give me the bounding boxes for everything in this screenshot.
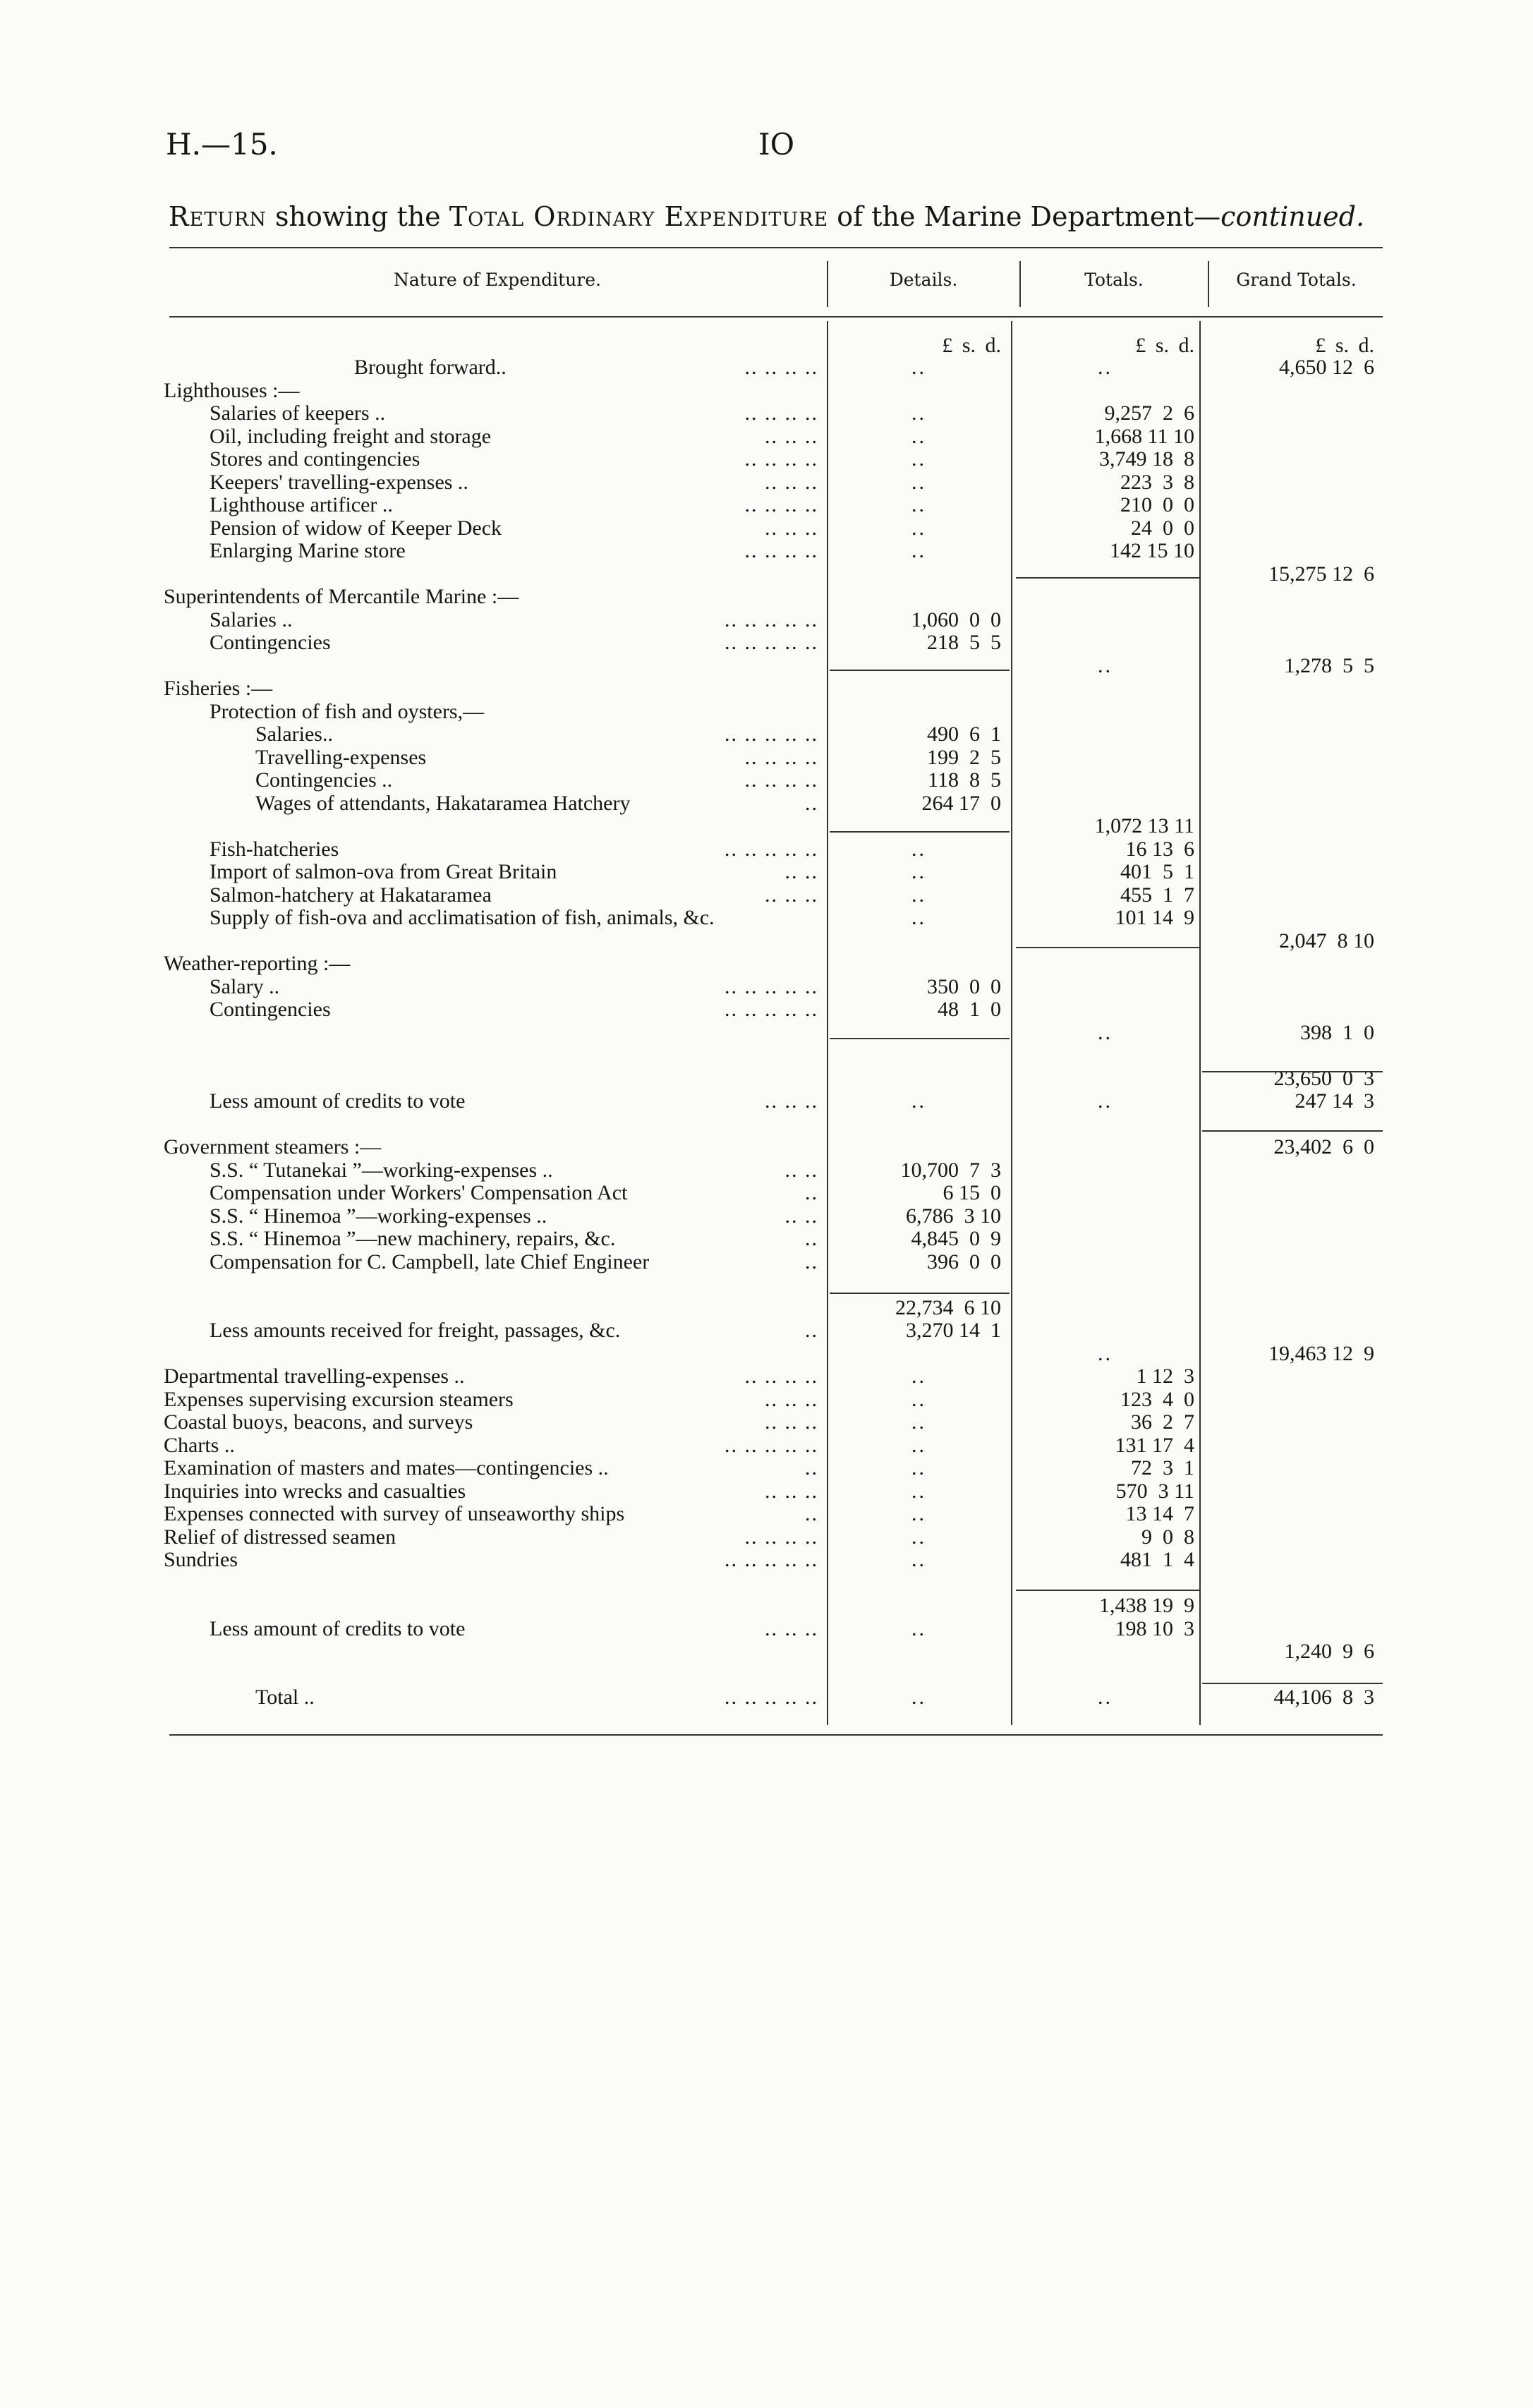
- details-amount: ..: [911, 1548, 926, 1571]
- grand-total-amount: 247 14 3: [1295, 1089, 1374, 1113]
- details-amount: ..: [911, 539, 926, 562]
- grand-total-amount: 1,278 5 5: [1284, 654, 1374, 677]
- row-label: Less amount of credits to vote: [210, 1617, 466, 1640]
- row-label: Inquiries into wrecks and casualties: [164, 1480, 466, 1503]
- table-row: [0, 425, 1533, 448]
- row-label: S.S. “ Hinemoa ”—new machinery, repairs, &c.: [210, 1227, 616, 1250]
- table-row: [0, 746, 1533, 769]
- leader-dots: .. .. ..: [765, 516, 818, 540]
- table-row: [0, 609, 1533, 631]
- table-row: [0, 1297, 1533, 1319]
- details-amount: ..: [911, 447, 926, 471]
- totals-amount: 72 3 1: [1131, 1456, 1194, 1480]
- row-label: Travelling-expenses: [255, 746, 427, 769]
- details-amount: 6 15 0: [943, 1181, 1001, 1204]
- column-header-totals: Totals.: [1084, 270, 1144, 290]
- table-row: [0, 998, 1533, 1021]
- grand-total-amount: 1,240 9 6: [1284, 1640, 1374, 1663]
- totals-amount: 1,072 13 11: [1094, 814, 1194, 837]
- grand-total-amount: 44,106 8 3: [1273, 1686, 1374, 1709]
- row-label: Contingencies: [210, 998, 331, 1021]
- leader-dots: .. .. .. ..: [744, 768, 818, 792]
- column-header-grand-totals: Grand Totals.: [1236, 270, 1357, 290]
- totals-amount: 13 14 7: [1125, 1502, 1194, 1525]
- table-row: [0, 1640, 1533, 1663]
- title-part: of the Marine Department—: [828, 201, 1221, 232]
- title-part: showing the: [266, 201, 449, 232]
- table-row: [0, 1595, 1533, 1617]
- details-amount: 48 1 0: [938, 998, 1001, 1021]
- leader-dots: ..: [805, 1502, 818, 1525]
- totals-amount: ..: [1098, 1021, 1113, 1044]
- details-amount: ..: [911, 1617, 926, 1640]
- title-part: Return: [168, 201, 267, 232]
- row-label: Enlarging Marine store: [210, 539, 406, 562]
- table-row: [0, 1319, 1533, 1342]
- totals-amount: 9,257 2 6: [1104, 401, 1194, 425]
- table-row: [0, 448, 1533, 471]
- column-divider: [1019, 261, 1021, 307]
- table-row: [0, 1228, 1533, 1250]
- details-amount: ..: [911, 425, 926, 448]
- row-label: Government steamers :—: [164, 1135, 382, 1158]
- details-amount: ..: [911, 1434, 926, 1457]
- totals-amount: 9 0 8: [1141, 1525, 1194, 1549]
- table-row: [0, 471, 1533, 494]
- totals-amount: ..: [1098, 654, 1113, 677]
- totals-amount: 1,438 19 9: [1099, 1594, 1194, 1617]
- currency-units-row: [0, 334, 1533, 357]
- leader-dots: .. .. .. .. ..: [725, 1434, 818, 1457]
- row-label: Less amounts received for freight, passages, &c.: [210, 1319, 621, 1342]
- totals-amount: 210 0 0: [1120, 493, 1194, 516]
- totals-amount: 401 5 1: [1120, 860, 1194, 883]
- details-amount: ..: [911, 1525, 926, 1549]
- table-row: [0, 1113, 1533, 1136]
- row-label: Fish-hatcheries: [210, 837, 339, 861]
- table-row: [0, 1457, 1533, 1480]
- sum-rule: [830, 670, 1010, 671]
- row-label: Expenses supervising excursion steamers: [164, 1388, 514, 1411]
- details-amount: ..: [911, 356, 926, 379]
- table-row: [0, 1480, 1533, 1503]
- details-amount: 22,734 6 10: [895, 1296, 1001, 1319]
- leader-dots: .. .. ..: [765, 471, 818, 494]
- totals-amount: ..: [1098, 1342, 1113, 1365]
- table-row: [0, 701, 1533, 723]
- details-amount: 490 6 1: [927, 722, 1001, 746]
- row-label: Departmental travelling-expenses ..: [164, 1365, 465, 1388]
- leader-dots: ..: [805, 792, 818, 815]
- details-amount: 396 0 0: [927, 1250, 1001, 1273]
- details-amount: 118 8 5: [928, 768, 1001, 792]
- details-amount: 4,845 0 9: [911, 1227, 1001, 1250]
- table-row: [0, 1136, 1533, 1158]
- totals-amount: 142 15 10: [1110, 539, 1194, 562]
- sum-rule: [830, 1038, 1010, 1039]
- table-title: [0, 201, 1533, 232]
- totals-amount: 131 17 4: [1115, 1434, 1194, 1457]
- row-label: Contingencies ..: [255, 768, 393, 792]
- details-currency: £ s. d.: [942, 334, 1001, 357]
- row-label: Relief of distressed seamen: [164, 1525, 396, 1549]
- table-row: [0, 1434, 1533, 1457]
- table-row: [0, 1044, 1533, 1067]
- table-row: [0, 540, 1533, 562]
- table-row: [0, 1686, 1533, 1709]
- details-amount: ..: [911, 1480, 926, 1503]
- leader-dots: .. .. .. .. ..: [725, 1548, 818, 1571]
- totals-amount: ..: [1098, 1089, 1113, 1113]
- leader-dots: ..: [805, 1456, 818, 1480]
- table-row: [0, 1618, 1533, 1640]
- table-row: [0, 1182, 1533, 1204]
- row-label: Expenses connected with survey of unseaworthy ships: [164, 1502, 625, 1525]
- row-label: S.S. “ Hinemoa ”—working-expenses ..: [210, 1204, 547, 1228]
- totals-amount: 24 0 0: [1131, 516, 1194, 540]
- table-row: [0, 494, 1533, 516]
- leader-dots: .. .. ..: [765, 1617, 818, 1640]
- details-amount: 218 5 5: [927, 631, 1001, 654]
- row-label: Examination of masters and mates—contingencies ..: [164, 1456, 609, 1480]
- leader-dots: .. .. ..: [765, 1410, 818, 1434]
- row-label: Lighthouses :—: [164, 379, 300, 402]
- totals-amount: 1 12 3: [1136, 1365, 1194, 1388]
- table-row: [0, 1273, 1533, 1296]
- leader-dots: .. .. .. .. ..: [725, 837, 818, 861]
- table-row: [0, 1388, 1533, 1411]
- leader-dots: .. .. .. ..: [744, 746, 818, 769]
- row-label: Brought forward..: [354, 356, 507, 379]
- table-row: [0, 655, 1533, 677]
- sum-rule: [830, 831, 1010, 833]
- row-label: Weather-reporting :—: [164, 952, 351, 975]
- leader-dots: .. .. .. .. ..: [725, 975, 818, 998]
- leader-dots: .. .. .. .. ..: [725, 1686, 818, 1709]
- leader-dots: .. .. ..: [765, 1388, 818, 1411]
- row-label: Compensation for C. Campbell, late Chief Engineer: [210, 1250, 650, 1273]
- leader-dots: .. .. .. ..: [744, 1525, 818, 1549]
- table-row: [0, 1343, 1533, 1365]
- table-row: [0, 907, 1533, 929]
- grand-total-amount: 23,402 6 0: [1273, 1135, 1374, 1158]
- page-number: IO: [758, 127, 795, 162]
- table-row: [0, 380, 1533, 402]
- row-label: Salaries ..: [210, 608, 293, 631]
- totals-amount: 223 3 8: [1120, 471, 1194, 494]
- grand-total-amount: 4,650 12 6: [1279, 356, 1374, 379]
- details-amount: ..: [911, 1388, 926, 1411]
- totals-amount: 1,668 11 10: [1094, 425, 1194, 448]
- grand-total-amount: 19,463 12 9: [1268, 1342, 1374, 1365]
- row-label: Superintendents of Mercantile Marine :—: [164, 585, 519, 608]
- sum-rule: [1202, 1130, 1383, 1132]
- leader-dots: .. .. .. .. ..: [725, 608, 818, 631]
- details-amount: ..: [911, 837, 926, 861]
- title-part: Total Ordinary Expenditure: [449, 201, 829, 232]
- column-header-details: Details.: [889, 270, 958, 290]
- details-amount: ..: [911, 906, 926, 929]
- grand-total-amount: 15,275 12 6: [1268, 562, 1374, 586]
- row-label: Import of salmon-ova from Great Britain: [210, 860, 557, 883]
- leader-dots: .. ..: [784, 1158, 818, 1182]
- details-amount: 3,270 14 1: [906, 1319, 1001, 1342]
- table-row: [0, 1205, 1533, 1228]
- table-row: [0, 1411, 1533, 1434]
- details-amount: ..: [911, 401, 926, 425]
- details-amount: ..: [911, 1089, 926, 1113]
- totals-amount: 455 1 7: [1120, 883, 1194, 907]
- leader-dots: .. .. ..: [765, 425, 818, 448]
- table-row: [0, 723, 1533, 746]
- row-label: S.S. “ Tutanekai ”—working-expenses ..: [210, 1158, 553, 1182]
- row-label: Salaries..: [255, 722, 333, 746]
- totals-currency: £ s. d.: [1135, 334, 1194, 357]
- table-row: [0, 815, 1533, 837]
- leader-dots: .. .. .. .. ..: [725, 722, 818, 746]
- table-row: [0, 1503, 1533, 1525]
- totals-amount: 16 13 6: [1125, 837, 1194, 861]
- table-row: [0, 356, 1533, 379]
- totals-amount: 36 2 7: [1131, 1410, 1194, 1434]
- table-row: [0, 1526, 1533, 1549]
- leader-dots: .. .. ..: [765, 1089, 818, 1113]
- column-divider: [1208, 261, 1209, 307]
- table-row: [0, 838, 1533, 861]
- sum-rule: [1016, 1590, 1201, 1591]
- table-top-rule: [169, 247, 1383, 248]
- leader-dots: ..: [805, 1181, 818, 1204]
- table-row: [0, 631, 1533, 654]
- sum-rule: [1016, 947, 1201, 948]
- row-label: Protection of fish and oysters,—: [210, 700, 485, 723]
- leader-dots: ..: [805, 1319, 818, 1342]
- details-amount: ..: [911, 883, 926, 907]
- table-row: [0, 861, 1533, 883]
- totals-amount: ..: [1098, 356, 1113, 379]
- table-row: [0, 402, 1533, 425]
- row-label: Wages of attendants, Hakataramea Hatchery: [255, 792, 631, 815]
- totals-amount: 481 1 4: [1120, 1548, 1194, 1571]
- details-amount: ..: [911, 1502, 926, 1525]
- column-header-nature: Nature of Expenditure.: [394, 270, 601, 290]
- leader-dots: .. .. .. .. ..: [725, 631, 818, 654]
- details-amount: ..: [911, 1365, 926, 1388]
- row-label: Less amount of credits to vote: [210, 1089, 466, 1113]
- document-reference: H.—15.: [166, 127, 278, 162]
- table-row: [0, 1365, 1533, 1388]
- table-row: [0, 976, 1533, 998]
- table-bottom-rule: [169, 1734, 1383, 1736]
- row-label: Stores and contingencies: [210, 447, 420, 471]
- row-label: Lighthouse artificer ..: [210, 493, 393, 516]
- leader-dots: .. .. .. ..: [744, 447, 818, 471]
- leader-dots: .. .. .. ..: [744, 539, 818, 562]
- header-bottom-rule: [169, 316, 1383, 317]
- row-label: Total ..: [255, 1686, 315, 1709]
- row-label: Coastal buoys, beacons, and surveys: [164, 1410, 473, 1434]
- row-label: Compensation under Workers' Compensation Act: [210, 1181, 628, 1204]
- leader-dots: .. .. .. ..: [744, 1365, 818, 1388]
- details-amount: 1,060 0 0: [911, 608, 1001, 631]
- sum-rule: [830, 1293, 1010, 1294]
- leader-dots: .. ..: [784, 860, 818, 883]
- row-label: Salmon-hatchery at Hakataramea: [210, 883, 492, 907]
- leader-dots: ..: [805, 1250, 818, 1273]
- table-row: [0, 517, 1533, 540]
- table-row: [0, 930, 1533, 952]
- table-row: [0, 1572, 1533, 1595]
- table-row: [0, 769, 1533, 792]
- table-row: [0, 677, 1533, 700]
- sum-rule: [1202, 1683, 1383, 1684]
- details-amount: ..: [911, 860, 926, 883]
- row-label: Oil, including freight and storage: [210, 425, 492, 448]
- totals-amount: 570 3 11: [1115, 1480, 1194, 1503]
- details-amount: 199 2 5: [927, 746, 1001, 769]
- details-amount: 350 0 0: [927, 975, 1001, 998]
- leader-dots: .. .. .. ..: [744, 401, 818, 425]
- row-label: Fisheries :—: [164, 677, 273, 700]
- row-label: Salaries of keepers ..: [210, 401, 386, 425]
- sum-rule: [1016, 577, 1201, 579]
- table-row: [0, 952, 1533, 975]
- details-amount: ..: [911, 1686, 926, 1709]
- leader-dots: .. .. ..: [765, 883, 818, 907]
- leader-dots: .. .. .. ..: [744, 356, 818, 379]
- table-row: [0, 1022, 1533, 1044]
- leader-dots: .. .. .. .. ..: [725, 998, 818, 1021]
- title-part: continued.: [1220, 201, 1365, 232]
- details-amount: ..: [911, 516, 926, 540]
- row-label: Pension of widow of Keeper Deck: [210, 516, 502, 540]
- details-amount: 264 17 0: [921, 792, 1001, 815]
- totals-amount: ..: [1098, 1686, 1113, 1709]
- totals-amount: 3,749 18 8: [1099, 447, 1194, 471]
- row-label: Supply of fish-ova and acclimatisation of fish, animals, &c.: [210, 906, 715, 929]
- table-row: [0, 884, 1533, 907]
- details-amount: 6,786 3 10: [906, 1204, 1001, 1228]
- grand-total-amount: 23,650 0 3: [1273, 1067, 1374, 1090]
- table-row: [0, 1251, 1533, 1273]
- leader-dots: ..: [805, 1227, 818, 1250]
- table-row: [0, 1090, 1533, 1113]
- totals-amount: 123 4 0: [1120, 1388, 1194, 1411]
- row-label: Salary ..: [210, 975, 280, 998]
- totals-amount: 198 10 3: [1115, 1617, 1194, 1640]
- leader-dots: .. ..: [784, 1204, 818, 1228]
- sum-rule: [1202, 1071, 1383, 1072]
- table-row: [0, 563, 1533, 586]
- grand-total-amount: 398 1 0: [1300, 1021, 1374, 1044]
- row-label: Keepers' travelling-expenses ..: [210, 471, 468, 494]
- table-row: [0, 1159, 1533, 1182]
- leader-dots: .. .. ..: [765, 1480, 818, 1503]
- details-amount: ..: [911, 1410, 926, 1434]
- table-row: [0, 1549, 1533, 1571]
- leader-dots: .. .. .. ..: [744, 493, 818, 516]
- details-amount: ..: [911, 1456, 926, 1480]
- row-label: Contingencies: [210, 631, 331, 654]
- totals-amount: 101 14 9: [1115, 906, 1194, 929]
- details-amount: ..: [911, 471, 926, 494]
- grand-currency: £ s. d.: [1315, 334, 1374, 357]
- column-divider: [827, 261, 828, 307]
- table-row: [0, 586, 1533, 608]
- table-row: [0, 792, 1533, 815]
- row-label: Sundries: [164, 1548, 238, 1571]
- details-amount: 10,700 7 3: [900, 1158, 1001, 1182]
- grand-total-amount: 2,047 8 10: [1279, 929, 1374, 952]
- details-amount: ..: [911, 493, 926, 516]
- row-label: Charts ..: [164, 1434, 235, 1457]
